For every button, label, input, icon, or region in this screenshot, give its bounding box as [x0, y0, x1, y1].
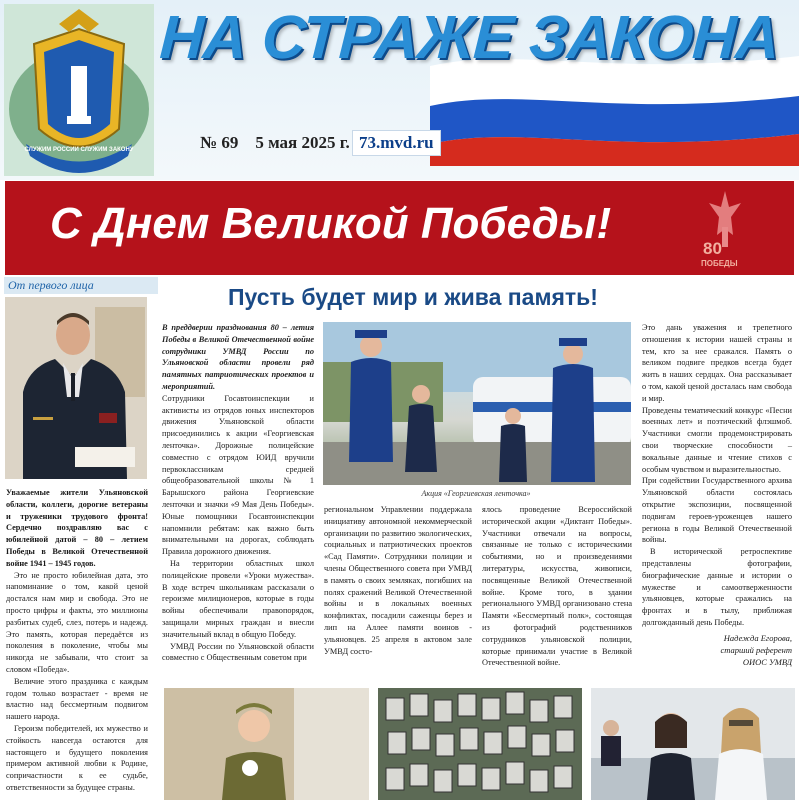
author-department: ОИОС УМВД — [742, 657, 792, 667]
article-column-2 — [324, 504, 472, 657]
crest-motto: СЛУЖИМ РОССИИ СЛУЖИМ ЗАКОНУ — [24, 147, 134, 153]
text-paragraph: Величие этого праздника с каждым годом только возрастает - время не властно над бессмертным подвигом нашего народа. — [6, 676, 148, 722]
cadets-photo — [323, 322, 631, 485]
text-paragraph: При содействии Государственного архива Ульяновской области состоялась открытие экспозиции, посвященной подвигам героев-уроженцев нашего региона в годы Великой Отечественной войны. — [642, 476, 792, 545]
emblem-number: 80 — [703, 239, 722, 258]
text-paragraph: Это дань уважения и трепетного отношения к истории нашей страны и тем, кто за нее сражался. Память о великом подвиге предков всегда будет жить в наших сердцах. Она рассказывает о том, какой ценой досталась нам свобода и мир. — [642, 323, 792, 403]
text-paragraph: На территории областных школ полицейские провели «Уроки мужества». В ходе встреч школьникам рассказали о героизме милиционеров, которые в годы войны обеспечивали правопорядок, защищали мирных граждан и внесли значительный вклад в общую Победу. — [162, 558, 314, 639]
girl-in-military-cap-photo — [164, 688, 369, 800]
immortal-regiment-wall-photo — [378, 688, 582, 800]
author-name: Надежда Егорова, — [723, 633, 792, 643]
article-headline: Пусть будет мир и жива память! — [228, 284, 598, 310]
emblem-word: ПОБЕДЫ — [701, 259, 738, 268]
article-column-1 — [162, 322, 314, 664]
author-role: старший референт — [720, 645, 792, 655]
article-column-4 — [642, 322, 792, 629]
newspaper-title: НА СТРАЖЕ ЗАКОНА — [158, 3, 781, 71]
text-paragraph: ялось проведение Всероссийской исторической акции «Диктант Победы». Участники отвечали на вопросы, связанные не только с историческими событиями, но и произведениями литературы, искусства, живописи, посвященные Великой Отечественной войне. Кроме того, в здании регионального УМВД организовано стена Памяти «Бессмертный полк», состоящая из фотографий родственников сотрудников ульяновской полиции, которые принимали участие в Великой Отечественной войне. — [482, 505, 632, 668]
text-paragraph: Сотрудники Госавтоинспекции и активисты из отрядов юных инспекторов движения Ульяновской области присоединились к акции «Георгиевская ленточка». Дорожные полицейские совместно с отрядом ЮИД вручили первоклассникам средней общеобразовательной школы № 1 Барышского района Георгиевские ленточки и значки «9 Мая День Победы». Юные помощники Госавтоинспекции напомнили ребятам: как важно быть внимательными на дорогах, соблюдать Правила дорожного движения. — [162, 393, 314, 557]
text-paragraph: УМВД России по Ульяновской области совместно с Общественным советом при — [162, 641, 314, 663]
text-paragraph: Проведены тематический конкурс «Песни военных лет» и поэтический флэшмоб. Участники смогли продемонстрировать свои творческие способности – вокальные данные и чтение стихов с особым чувством и выразительностью. — [642, 405, 792, 474]
section-heading: От первого лица — [4, 277, 158, 294]
text-paragraph: Героизм победителей, их мужество и стойкость навсегда остаются для настоящего и будущего поколения примером активной любви к Родине, сопричастности к ее судьбе, ответственности за будущее страны. — [6, 723, 148, 792]
victory-80-emblem — [697, 187, 753, 271]
website-link[interactable]: 73.mvd.ru — [352, 130, 441, 156]
text-paragraph: Это не просто юбилейная дата, это напоминание о том, какой ценой достался нам мир и свобода. Это не просто цифры и факты, это миллионы разбитых судеб, слез, потерь и надежд. Это память, которая передаётся из поколения в поколение, чтобы мы никогда не забывали, что стоит за словом «Победа». — [6, 570, 148, 674]
greeting-paragraph: Уважаемые жители Ульяновской области, коллеги, дорогие ветераны и труженики трудового фронта! Сердечно поздравляю вас с юбилейной датой – 80 – летием Победы в Великой Отечественной войне 1941 – 1945 годов. — [6, 488, 148, 568]
article-lead: В преддверии празднования 80 – летия Победы в Великой Отечественной войне сотрудники УМВД России по Ульяновской области провели ряд памятных патриотических проектов и мероприятий. — [162, 323, 314, 391]
police-crest-logo — [4, 4, 154, 176]
victory-day-banner — [5, 181, 794, 275]
photo-caption: Акция «Георгиевская ленточка» — [421, 489, 531, 498]
author-signature — [662, 632, 792, 668]
masthead — [0, 0, 799, 180]
dictation-participants-photo — [591, 688, 795, 800]
official-portrait-photo — [5, 297, 147, 479]
text-paragraph: региональном Управлении поддержала инициативу автономной некоммерческой организации по развитию экологических, социальных и патриотических проектов «Сад Памяти». Сотрудники полиции и члены Общественного совета при УМВД в память о своих земляках, погибших на полях сражений Великой Отечественной войны и в локальных военных конфликтах, посадили саженцы берез и лип на Аллее памяти воинов - ульяновцев. 25 апреля в актовом зале УМВД состо- — [324, 505, 472, 656]
text-paragraph: В исторической ретроспективе представлены фотографии, биографические данные и истории о мужестве и самоотверженности ульяновцев, которые сражались на фронтах и в тылу, приближая долгожданный день Победы. — [642, 547, 792, 627]
article-column-3 — [482, 504, 632, 669]
banner-title: С Днем Великой Победы! — [50, 199, 612, 248]
issue-number-date: № 69 5 мая 2025 г. — [200, 133, 350, 152]
greeting-text-column — [6, 487, 148, 794]
